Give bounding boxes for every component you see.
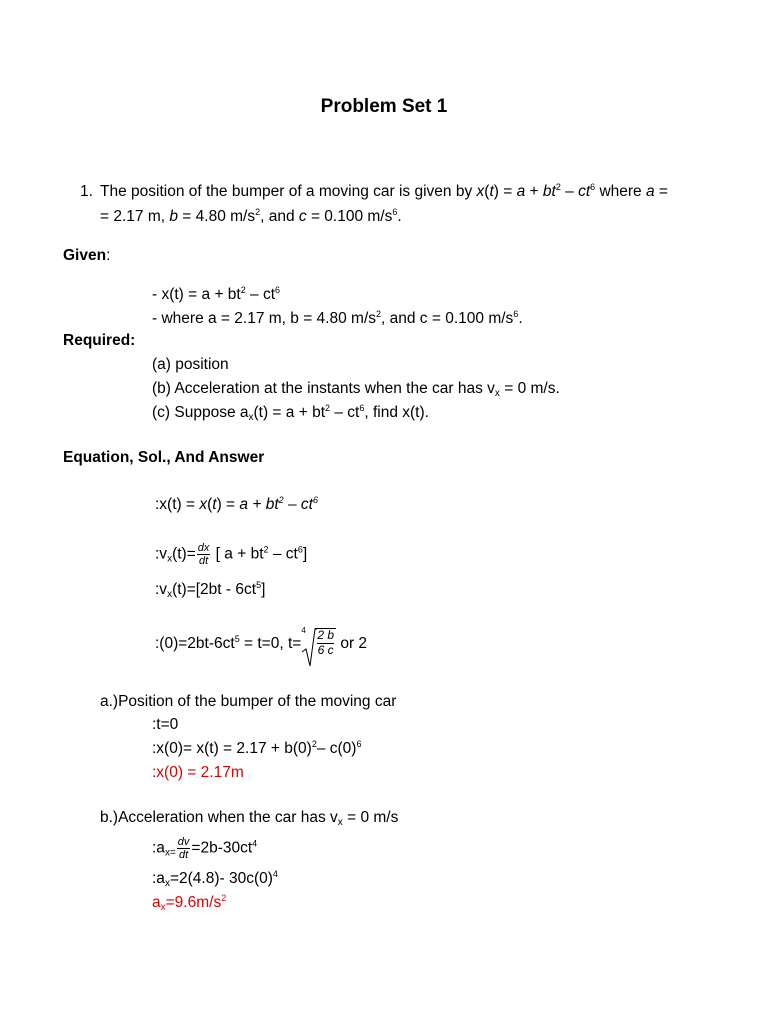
given-line-2: - where a = 2.17 m, b = 4.80 $m/s^2$, and c = 0.100 $m/s^6$. — [152, 309, 523, 327]
part-a-heading: a.)Position of the bumper of the moving car — [100, 693, 397, 710]
part-b-acceleration-equation: $:a_{x=}$ $\frac{dv}{dt}$ $=2b-30ct^4$ — [152, 836, 258, 862]
equation-position: :x(t) = $x(t) = a + bt^2 - ct^6$ — [155, 495, 318, 513]
solution-heading: Equation, Sol., And Answer — [63, 449, 265, 466]
equation-velocity: $:v_x(t)=[2bt - 6ct^5]$ — [155, 580, 266, 600]
part-b-answer: $a_x=9.6m/s^2$ — [152, 893, 227, 913]
part-a-answer: :x(0) = 2.17m — [152, 764, 244, 781]
required-item-a: (a) position — [152, 356, 229, 373]
equation-zero-velocity: $:(0)=2bt-6ct^5 = t=0$, t= 4 $\frac{2 b}{6 c}$ or 2 — [155, 628, 367, 659]
equation-velocity-derivative: $:v_x(t)=$ $\frac{dx}{dt}$ [ $a + bt^2 - ct^6$] — [155, 542, 308, 568]
problem-number: 1. — [80, 183, 93, 200]
part-b-line-2: $:a_x=2(4.8)-$ $30c(0)^4$ — [152, 869, 278, 889]
part-a-line-1: :t=0 — [152, 716, 179, 733]
part-a-line-2: :x(0)= $x(t) = 2.17 + b(0)^2-$ $c(0)^6$ — [152, 739, 362, 757]
required-item-b: (b) Acceleration at the instants when the car has $v_x = 0$ m/s. — [152, 380, 560, 399]
required-label: Required: — [63, 332, 136, 349]
required-item-c: (c) Suppose $a_x(t) = a + bt^2 - ct^6$, find x(t). — [152, 403, 429, 423]
page-title: Problem Set 1 — [320, 96, 448, 117]
given-label: Given: — [63, 247, 111, 264]
problem-line-1: The position of the bumper of a moving car is given by $x(t) = a + bt^2 - ct^6$ where a = — [100, 182, 668, 200]
dx-dt-fraction: $\frac{dx}{dt}$ — [197, 542, 210, 568]
fourth-root-expression: 4 $\frac{2 b}{6 c}$ — [301, 628, 336, 659]
given-line-1: - $x(t) = a + bt^2 - ct^6$ — [152, 285, 281, 303]
dv-dt-fraction: $\frac{dv}{dt}$ — [177, 836, 190, 862]
part-b-heading: b.)Acceleration when the car has $v_x = 0$ m/s — [100, 809, 399, 828]
problem-line-2: = 2.17 m, b = 4.80 $m/s^2$, and c = 0.100 $m/s^6$. — [100, 207, 402, 225]
